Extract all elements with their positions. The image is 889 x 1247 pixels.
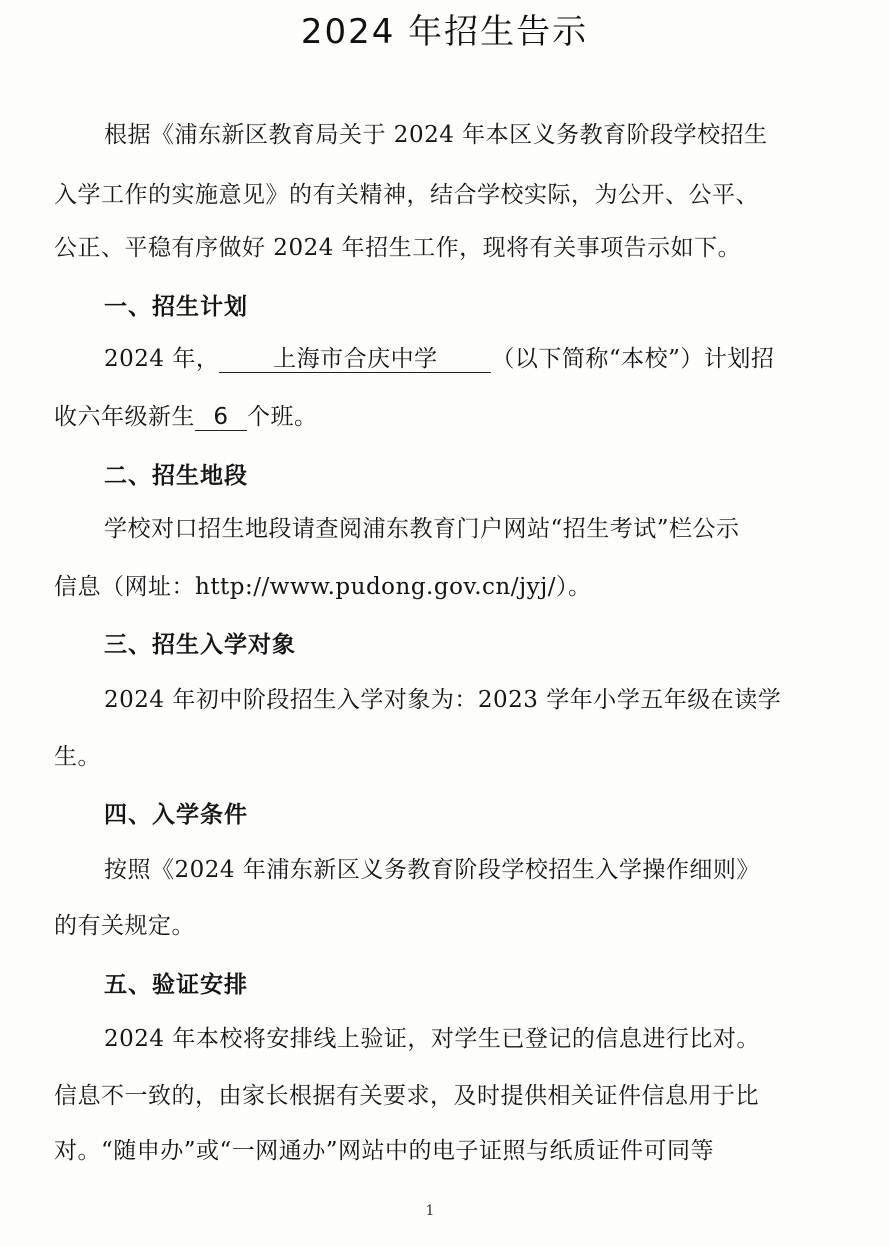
intro-line-1: 根据《浦东新区教育局关于 2024 年本区义务教育阶段学校招生 — [104, 122, 768, 148]
enrollment-plan-line-2 — [54, 402, 318, 432]
enrollment-year-text: 2024 年， — [104, 346, 220, 372]
enrollment-area-line-1: 学校对口招生地段请查阅浦东教育门户网站“招生考试”栏公示 — [104, 516, 740, 542]
section-heading-verification: 五、验证安排 — [104, 972, 248, 998]
verification-line-2: 信息不一致的，由家长根据有关要求，及时提供相关证件信息用于比 — [54, 1083, 759, 1109]
intro-line-2: 入学工作的实施意见》的有关精神，结合学校实际，为公开、公平、 — [54, 182, 759, 208]
verification-line-3: 对。“随申办”或“一网通办”网站中的电子证照与纸质证件可同等 — [54, 1138, 715, 1164]
classes-unit-text: 个班。 — [247, 404, 318, 430]
school-name-field: 上海市合庆中学 — [219, 346, 491, 373]
section-heading-enrollment-target: 三、招生入学对象 — [104, 632, 296, 658]
new-students-text: 收六年级新生 — [54, 404, 195, 430]
enrollment-plan-text: （以下简称“本校”）计划招 — [491, 346, 775, 372]
page-number: 1 — [425, 1203, 435, 1219]
section-heading-enrollment-plan: 一、招生计划 — [104, 294, 248, 320]
enrollment-plan-line-1 — [104, 344, 774, 374]
enrollment-area-line-2: 信息（网址：http://www.pudong.gov.cn/jyj/）。 — [54, 574, 592, 600]
document-title: 2024 年招生告示 — [300, 12, 589, 52]
enrollment-target-line-1: 2024 年初中阶段招生入学对象为：2023 学年小学五年级在读学 — [104, 687, 782, 713]
admission-conditions-line-2: 的有关规定。 — [54, 913, 195, 939]
class-count-field: 6 — [195, 404, 247, 431]
verification-line-1: 2024 年本校将安排线上验证，对学生已登记的信息进行比对。 — [104, 1026, 760, 1052]
intro-line-3: 公正、平稳有序做好 2024 年招生工作，现将有关事项告示如下。 — [54, 235, 742, 261]
enrollment-target-line-2: 生。 — [54, 744, 101, 770]
admission-conditions-line-1: 按照《2024 年浦东新区义务教育阶段学校招生入学操作细则》 — [104, 857, 760, 883]
section-heading-enrollment-area: 二、招生地段 — [104, 463, 248, 489]
section-heading-admission-conditions: 四、入学条件 — [104, 802, 248, 828]
